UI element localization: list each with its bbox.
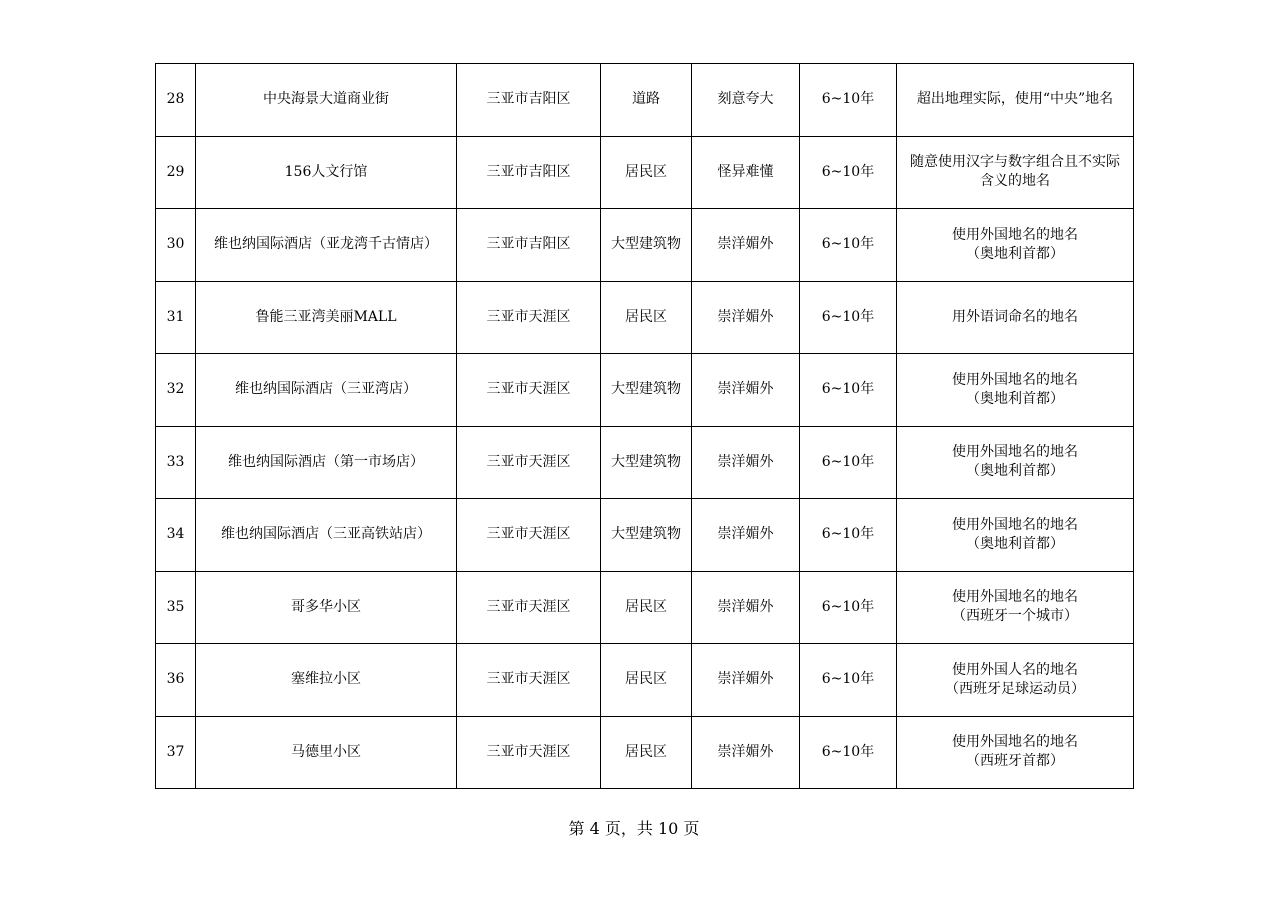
cell-issue-type: 刻意夸大: [692, 64, 800, 137]
note-line: 使用外国地名的地名: [952, 734, 1078, 751]
cell-period: 6~10年: [800, 281, 897, 354]
cell-place-name: 鲁能三亚湾美丽MALL: [196, 281, 457, 354]
table-row: [156, 354, 1134, 427]
cell-period: 6~10年: [800, 716, 897, 789]
cell-place-name: 156人文行馆: [196, 136, 457, 209]
cell-number: 30: [156, 209, 196, 282]
cell-issue-type: 崇洋媚外: [692, 716, 800, 789]
note-line: 使用外国地名的地名: [952, 589, 1078, 606]
note-line: 超出地理实际，使用“中央”地名: [916, 91, 1114, 108]
cell-issue-type: 崇洋媚外: [692, 644, 800, 717]
cell-note: [897, 716, 1134, 789]
cell-category: 大型建筑物: [601, 499, 692, 572]
cell-period: 6~10年: [800, 354, 897, 427]
cell-category: 居民区: [601, 281, 692, 354]
cell-period: 6~10年: [800, 209, 897, 282]
cell-category: 大型建筑物: [601, 209, 692, 282]
table-row: [156, 136, 1134, 209]
note-line: 含义的地名: [980, 173, 1050, 190]
cell-place-name: 哥多华小区: [196, 571, 457, 644]
table-row: [156, 64, 1134, 137]
cell-category: 居民区: [601, 136, 692, 209]
cell-period: 6~10年: [800, 136, 897, 209]
cell-note: [897, 571, 1134, 644]
cell-place-name: 维也纳国际酒店（三亚湾店）: [196, 354, 457, 427]
note-line: （奥地利首都）: [966, 463, 1064, 480]
cell-number: 29: [156, 136, 196, 209]
cell-place-name: 维也纳国际酒店（三亚高铁站店）: [196, 499, 457, 572]
cell-note: [897, 209, 1134, 282]
cell-issue-type: 崇洋媚外: [692, 281, 800, 354]
note-line: 使用外国地名的地名: [952, 371, 1078, 388]
note-line: 随意使用汉字与数字组合且不实际: [910, 154, 1120, 171]
cell-number: 28: [156, 64, 196, 137]
cell-category: 居民区: [601, 571, 692, 644]
cell-place-name: 维也纳国际酒店（第一市场店）: [196, 426, 457, 499]
note-line: 使用外国地名的地名: [952, 516, 1078, 533]
note-line: （西班牙一个城市）: [952, 608, 1078, 625]
cell-note: [897, 64, 1134, 137]
cell-place-name: 马德里小区: [196, 716, 457, 789]
table-row: [156, 499, 1134, 572]
table-row: [156, 426, 1134, 499]
cell-issue-type: 崇洋媚外: [692, 426, 800, 499]
note-line: 使用外国地名的地名: [952, 226, 1078, 243]
table-row: [156, 716, 1134, 789]
note-line: （西班牙足球运动员）: [945, 680, 1085, 697]
cell-note: [897, 426, 1134, 499]
cell-issue-type: 崇洋媚外: [692, 571, 800, 644]
cell-period: 6~10年: [800, 571, 897, 644]
cell-number: 35: [156, 571, 196, 644]
cell-district: 三亚市天涯区: [457, 571, 601, 644]
cell-period: 6~10年: [800, 64, 897, 137]
table-body: [156, 64, 1134, 789]
note-line: 使用外国人名的地名: [952, 661, 1078, 678]
cell-note: [897, 281, 1134, 354]
cell-number: 34: [156, 499, 196, 572]
cell-place-name: 维也纳国际酒店（亚龙湾千古情店）: [196, 209, 457, 282]
cell-issue-type: 崇洋媚外: [692, 499, 800, 572]
cell-district: 三亚市天涯区: [457, 426, 601, 499]
cell-number: 33: [156, 426, 196, 499]
table-row: [156, 209, 1134, 282]
cell-place-name: 中央海景大道商业街: [196, 64, 457, 137]
cell-number: 37: [156, 716, 196, 789]
cell-note: [897, 136, 1134, 209]
cell-category: 大型建筑物: [601, 354, 692, 427]
cell-district: 三亚市天涯区: [457, 281, 601, 354]
cell-number: 31: [156, 281, 196, 354]
cell-issue-type: 怪异难懂: [692, 136, 800, 209]
note-line: 用外语词命名的地名: [952, 308, 1078, 325]
note-line: （奥地利首都）: [966, 535, 1064, 552]
cell-category: 大型建筑物: [601, 426, 692, 499]
cell-issue-type: 崇洋媚外: [692, 354, 800, 427]
note-line: 使用外国地名的地名: [952, 444, 1078, 461]
note-line: （奥地利首都）: [966, 245, 1064, 262]
note-line: （西班牙首都）: [966, 753, 1064, 770]
cell-note: [897, 644, 1134, 717]
note-line: （奥地利首都）: [966, 390, 1064, 407]
table-row: [156, 644, 1134, 717]
cell-period: 6~10年: [800, 644, 897, 717]
cell-category: 居民区: [601, 644, 692, 717]
cell-district: 三亚市吉阳区: [457, 64, 601, 137]
cell-category: 居民区: [601, 716, 692, 789]
cell-district: 三亚市吉阳区: [457, 209, 601, 282]
table-row: [156, 281, 1134, 354]
cell-category: 道路: [601, 64, 692, 137]
cell-note: [897, 499, 1134, 572]
cell-period: 6~10年: [800, 499, 897, 572]
cell-district: 三亚市天涯区: [457, 644, 601, 717]
cell-number: 36: [156, 644, 196, 717]
cell-period: 6~10年: [800, 426, 897, 499]
cell-district: 三亚市天涯区: [457, 499, 601, 572]
page-footer: 第 4 页，共 10 页: [568, 819, 700, 838]
place-name-table: [155, 63, 1134, 789]
cell-note: [897, 354, 1134, 427]
cell-issue-type: 崇洋媚外: [692, 209, 800, 282]
cell-place-name: 塞维拉小区: [196, 644, 457, 717]
cell-district: 三亚市天涯区: [457, 354, 601, 427]
cell-number: 32: [156, 354, 196, 427]
cell-district: 三亚市吉阳区: [457, 136, 601, 209]
cell-district: 三亚市天涯区: [457, 716, 601, 789]
table-row: [156, 571, 1134, 644]
